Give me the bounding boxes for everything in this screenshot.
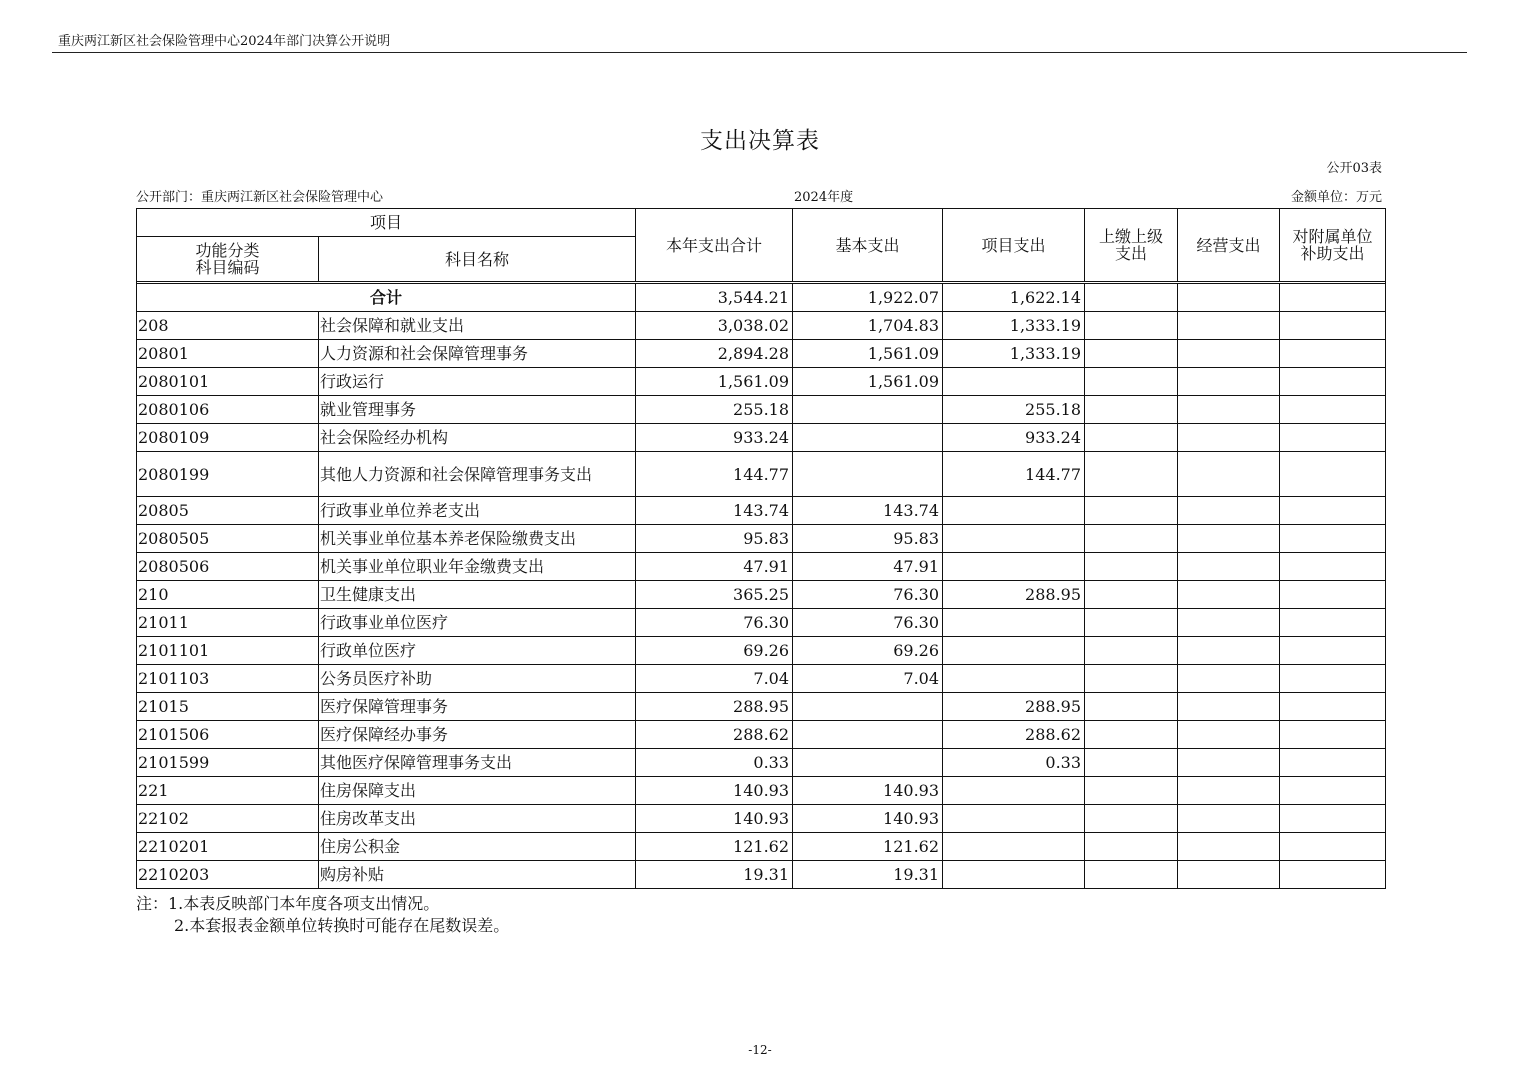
row-subsidy bbox=[1280, 312, 1386, 340]
row-business bbox=[1178, 424, 1280, 452]
note-1: 注：1.本表反映部门本年度各项支出情况。 bbox=[136, 894, 440, 913]
row-code: 20805 bbox=[137, 497, 319, 525]
row-basic: 69.26 bbox=[793, 637, 943, 665]
row-code: 22102 bbox=[137, 805, 319, 833]
row-basic: 1,561.09 bbox=[793, 368, 943, 396]
row-total: 255.18 bbox=[636, 396, 793, 424]
row-subsidy bbox=[1280, 777, 1386, 805]
row-subsidy bbox=[1280, 665, 1386, 693]
table-row bbox=[137, 609, 1386, 637]
row-project bbox=[943, 665, 1085, 693]
row-name: 行政事业单位养老支出 bbox=[319, 497, 636, 525]
row-subsidy bbox=[1280, 581, 1386, 609]
row-total: 140.93 bbox=[636, 777, 793, 805]
row-business bbox=[1178, 777, 1280, 805]
row-total: 144.77 bbox=[636, 452, 793, 497]
row-business bbox=[1178, 340, 1280, 368]
row-project: 288.95 bbox=[943, 693, 1085, 721]
row-name: 行政单位医疗 bbox=[319, 637, 636, 665]
row-business bbox=[1178, 833, 1280, 861]
row-code: 2080505 bbox=[137, 525, 319, 553]
row-name: 公务员医疗补助 bbox=[319, 665, 636, 693]
row-name: 卫生健康支出 bbox=[319, 581, 636, 609]
row-name: 行政事业单位医疗 bbox=[319, 609, 636, 637]
row-code: 2101101 bbox=[137, 637, 319, 665]
row-project: 288.95 bbox=[943, 581, 1085, 609]
page-number: -12- bbox=[748, 1043, 772, 1057]
row-code: 2101506 bbox=[137, 721, 319, 749]
header-item: 项目 bbox=[137, 209, 636, 237]
row-total: 288.62 bbox=[636, 721, 793, 749]
table-row bbox=[137, 368, 1386, 396]
expenditure-table bbox=[136, 208, 1386, 889]
row-name: 购房补贴 bbox=[319, 861, 636, 889]
row-business bbox=[1178, 693, 1280, 721]
row-subsidy bbox=[1280, 833, 1386, 861]
row-business bbox=[1178, 581, 1280, 609]
row-code: 2080101 bbox=[137, 368, 319, 396]
row-subsidy bbox=[1280, 693, 1386, 721]
header-code: 功能分类 科目编码 bbox=[137, 237, 319, 282]
row-upper bbox=[1085, 609, 1178, 637]
row-code: 2101599 bbox=[137, 749, 319, 777]
row-basic bbox=[793, 424, 943, 452]
row-total: 2,894.28 bbox=[636, 340, 793, 368]
row-basic: 19.31 bbox=[793, 861, 943, 889]
row-subsidy bbox=[1280, 340, 1386, 368]
table-row bbox=[137, 637, 1386, 665]
row-code: 2080199 bbox=[137, 452, 319, 497]
row-basic: 95.83 bbox=[793, 525, 943, 553]
row-business bbox=[1178, 368, 1280, 396]
document-header: 重庆两江新区社会保险管理中心2024年部门决算公开说明 bbox=[58, 34, 391, 49]
total-upper bbox=[1085, 284, 1178, 312]
row-code: 2080109 bbox=[137, 424, 319, 452]
row-total: 95.83 bbox=[636, 525, 793, 553]
row-upper bbox=[1085, 861, 1178, 889]
row-name: 人力资源和社会保障管理事务 bbox=[319, 340, 636, 368]
header-upper: 上缴上级 支出 bbox=[1085, 209, 1178, 282]
header-subsidy: 对附属单位 补助支出 bbox=[1280, 209, 1386, 282]
row-total: 47.91 bbox=[636, 553, 793, 581]
row-business bbox=[1178, 749, 1280, 777]
row-name: 社会保障和就业支出 bbox=[319, 312, 636, 340]
table-row bbox=[137, 497, 1386, 525]
row-upper bbox=[1085, 452, 1178, 497]
row-total: 3,038.02 bbox=[636, 312, 793, 340]
table-row bbox=[137, 777, 1386, 805]
row-name: 其他医疗保障管理事务支出 bbox=[319, 749, 636, 777]
row-business bbox=[1178, 497, 1280, 525]
row-project bbox=[943, 368, 1085, 396]
row-business bbox=[1178, 609, 1280, 637]
row-code: 21011 bbox=[137, 609, 319, 637]
row-name: 医疗保障经办事务 bbox=[319, 721, 636, 749]
row-total: 19.31 bbox=[636, 861, 793, 889]
row-basic: 7.04 bbox=[793, 665, 943, 693]
row-project bbox=[943, 861, 1085, 889]
header-business: 经营支出 bbox=[1178, 209, 1280, 282]
row-basic: 140.93 bbox=[793, 805, 943, 833]
row-project: 288.62 bbox=[943, 721, 1085, 749]
table-row bbox=[137, 749, 1386, 777]
note-2: 2.本套报表金额单位转换时可能存在尾数误差。 bbox=[174, 916, 510, 935]
row-business bbox=[1178, 553, 1280, 581]
row-project: 0.33 bbox=[943, 749, 1085, 777]
row-project: 1,333.19 bbox=[943, 340, 1085, 368]
row-name: 行政运行 bbox=[319, 368, 636, 396]
row-code: 2210203 bbox=[137, 861, 319, 889]
row-total: 288.95 bbox=[636, 693, 793, 721]
row-basic: 1,704.83 bbox=[793, 312, 943, 340]
row-total: 140.93 bbox=[636, 805, 793, 833]
row-subsidy bbox=[1280, 424, 1386, 452]
page-title: 支出决算表 bbox=[700, 128, 820, 154]
row-subsidy bbox=[1280, 396, 1386, 424]
row-upper bbox=[1085, 721, 1178, 749]
row-basic: 143.74 bbox=[793, 497, 943, 525]
row-total: 0.33 bbox=[636, 749, 793, 777]
row-upper bbox=[1085, 497, 1178, 525]
row-basic bbox=[793, 396, 943, 424]
row-name: 就业管理事务 bbox=[319, 396, 636, 424]
header-basic: 基本支出 bbox=[793, 209, 943, 282]
row-basic: 121.62 bbox=[793, 833, 943, 861]
row-total: 76.30 bbox=[636, 609, 793, 637]
row-project bbox=[943, 553, 1085, 581]
row-code: 2210201 bbox=[137, 833, 319, 861]
department-label: 公开部门：重庆两江新区社会保险管理中心 bbox=[136, 190, 384, 205]
row-code: 20801 bbox=[137, 340, 319, 368]
table-row bbox=[137, 424, 1386, 452]
row-code: 21015 bbox=[137, 693, 319, 721]
table-row bbox=[137, 340, 1386, 368]
table-row bbox=[137, 312, 1386, 340]
row-upper bbox=[1085, 581, 1178, 609]
row-total: 1,561.09 bbox=[636, 368, 793, 396]
row-upper bbox=[1085, 693, 1178, 721]
row-business bbox=[1178, 721, 1280, 749]
row-total: 7.04 bbox=[636, 665, 793, 693]
table-notes bbox=[136, 893, 509, 937]
row-subsidy bbox=[1280, 525, 1386, 553]
total-label: 合计 bbox=[137, 284, 636, 312]
row-basic bbox=[793, 693, 943, 721]
row-project: 933.24 bbox=[943, 424, 1085, 452]
total-project: 1,622.14 bbox=[943, 284, 1085, 312]
row-code: 2101103 bbox=[137, 665, 319, 693]
row-total: 69.26 bbox=[636, 637, 793, 665]
row-name: 机关事业单位基本养老保险缴费支出 bbox=[319, 525, 636, 553]
row-total: 121.62 bbox=[636, 833, 793, 861]
row-upper bbox=[1085, 340, 1178, 368]
row-upper bbox=[1085, 424, 1178, 452]
row-business bbox=[1178, 312, 1280, 340]
row-project bbox=[943, 525, 1085, 553]
row-basic bbox=[793, 452, 943, 497]
row-project bbox=[943, 777, 1085, 805]
table-row bbox=[137, 805, 1386, 833]
row-basic bbox=[793, 721, 943, 749]
row-basic: 140.93 bbox=[793, 777, 943, 805]
table-row bbox=[137, 525, 1386, 553]
header-total: 本年支出合计 bbox=[636, 209, 793, 282]
table-row bbox=[137, 693, 1386, 721]
row-business bbox=[1178, 861, 1280, 889]
row-project: 144.77 bbox=[943, 452, 1085, 497]
row-upper bbox=[1085, 396, 1178, 424]
row-subsidy bbox=[1280, 749, 1386, 777]
row-upper bbox=[1085, 525, 1178, 553]
row-business bbox=[1178, 805, 1280, 833]
row-code: 208 bbox=[137, 312, 319, 340]
row-business bbox=[1178, 452, 1280, 497]
table-row bbox=[137, 452, 1386, 497]
total-subsidy bbox=[1280, 284, 1386, 312]
row-basic bbox=[793, 749, 943, 777]
row-name: 住房公积金 bbox=[319, 833, 636, 861]
row-total: 933.24 bbox=[636, 424, 793, 452]
row-subsidy bbox=[1280, 861, 1386, 889]
row-upper bbox=[1085, 312, 1178, 340]
row-basic: 47.91 bbox=[793, 553, 943, 581]
row-subsidy bbox=[1280, 805, 1386, 833]
row-project: 1,333.19 bbox=[943, 312, 1085, 340]
row-name: 医疗保障管理事务 bbox=[319, 693, 636, 721]
row-business bbox=[1178, 665, 1280, 693]
row-subsidy bbox=[1280, 637, 1386, 665]
row-name: 其他人力资源和社会保障管理事务支出 bbox=[319, 452, 636, 497]
header-divider bbox=[52, 52, 1467, 53]
row-project bbox=[943, 637, 1085, 665]
row-project bbox=[943, 833, 1085, 861]
table-row bbox=[137, 396, 1386, 424]
row-subsidy bbox=[1280, 609, 1386, 637]
row-project: 255.18 bbox=[943, 396, 1085, 424]
row-upper bbox=[1085, 749, 1178, 777]
total-total: 3,544.21 bbox=[636, 284, 793, 312]
row-total: 365.25 bbox=[636, 581, 793, 609]
row-code: 2080506 bbox=[137, 553, 319, 581]
row-code: 210 bbox=[137, 581, 319, 609]
row-code: 221 bbox=[137, 777, 319, 805]
total-basic: 1,922.07 bbox=[793, 284, 943, 312]
table-row bbox=[137, 861, 1386, 889]
amount-unit-label: 金额单位：万元 bbox=[1290, 190, 1382, 205]
row-basic: 76.30 bbox=[793, 581, 943, 609]
row-upper bbox=[1085, 665, 1178, 693]
row-project bbox=[943, 609, 1085, 637]
table-number: 公开03表 bbox=[1326, 161, 1382, 176]
header-name: 科目名称 bbox=[319, 237, 636, 282]
row-subsidy bbox=[1280, 452, 1386, 497]
row-name: 住房改革支出 bbox=[319, 805, 636, 833]
row-business bbox=[1178, 525, 1280, 553]
total-business bbox=[1178, 284, 1280, 312]
row-name: 机关事业单位职业年金缴费支出 bbox=[319, 553, 636, 581]
row-project bbox=[943, 805, 1085, 833]
row-basic: 76.30 bbox=[793, 609, 943, 637]
row-upper bbox=[1085, 553, 1178, 581]
row-basic: 1,561.09 bbox=[793, 340, 943, 368]
row-total: 143.74 bbox=[636, 497, 793, 525]
table-row bbox=[137, 665, 1386, 693]
row-subsidy bbox=[1280, 368, 1386, 396]
row-business bbox=[1178, 637, 1280, 665]
row-subsidy bbox=[1280, 497, 1386, 525]
row-upper bbox=[1085, 805, 1178, 833]
fiscal-year-label: 2024年度 bbox=[794, 190, 854, 205]
row-project bbox=[943, 497, 1085, 525]
row-upper bbox=[1085, 777, 1178, 805]
row-upper bbox=[1085, 637, 1178, 665]
row-business bbox=[1178, 396, 1280, 424]
table-row bbox=[137, 581, 1386, 609]
table-row bbox=[137, 721, 1386, 749]
row-name: 社会保险经办机构 bbox=[319, 424, 636, 452]
table-row bbox=[137, 553, 1386, 581]
row-code: 2080106 bbox=[137, 396, 319, 424]
row-name: 住房保障支出 bbox=[319, 777, 636, 805]
table-row bbox=[137, 833, 1386, 861]
row-upper bbox=[1085, 833, 1178, 861]
row-subsidy bbox=[1280, 553, 1386, 581]
row-subsidy bbox=[1280, 721, 1386, 749]
header-project: 项目支出 bbox=[943, 209, 1085, 282]
row-upper bbox=[1085, 368, 1178, 396]
total-row bbox=[137, 284, 1386, 312]
